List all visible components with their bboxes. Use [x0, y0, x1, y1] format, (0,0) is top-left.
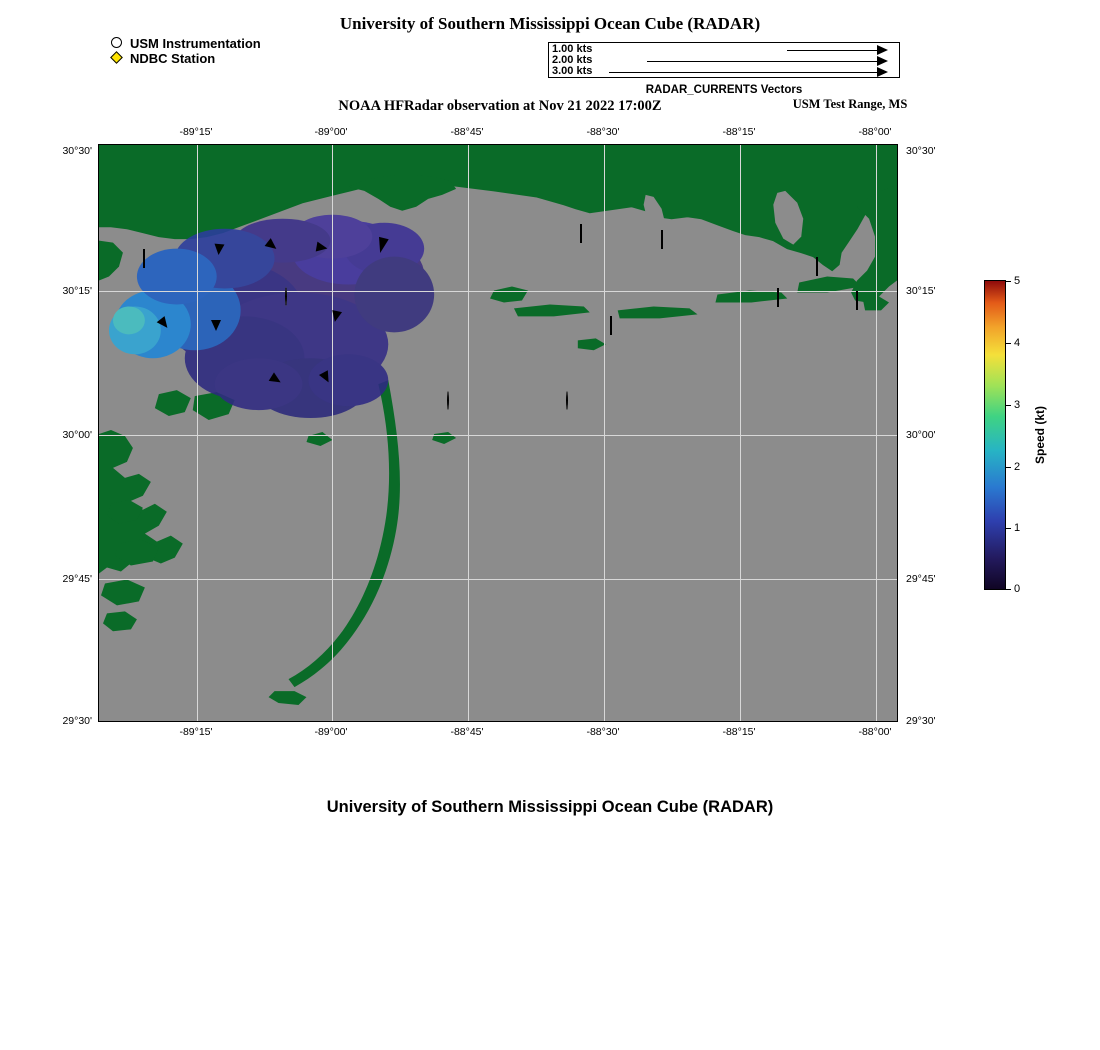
map-graphic — [99, 145, 897, 721]
y-tick-left-4: 29°30' — [62, 715, 92, 727]
colorbar-tick-4 — [1006, 343, 1011, 344]
ndbc-station-marker[interactable] — [610, 317, 612, 335]
vector-line-2kt — [647, 61, 877, 62]
x-tick-bottom-2: -88°45' — [450, 726, 484, 738]
vector-scale-label-2kt: 2.00 kts — [552, 54, 593, 66]
vector-head-2kt — [877, 56, 888, 66]
gridline-lat-30-00 — [99, 435, 897, 436]
y-tick-left-3: 29°45' — [62, 573, 92, 585]
y-tick-right-3: 29°45' — [906, 573, 936, 585]
gridline-lon-89-15 — [197, 145, 198, 721]
colorbar-tick-0 — [1006, 589, 1011, 590]
map-panel[interactable] — [98, 144, 898, 722]
legend-label-usm: USM Instrumentation — [130, 36, 261, 51]
gridline-lon-88-15 — [740, 145, 741, 721]
y-tick-right-4: 29°30' — [906, 715, 936, 727]
x-tick-top-5: -88°00' — [858, 126, 892, 138]
y-tick-left-1: 30°15' — [62, 285, 92, 297]
current-vector — [316, 242, 329, 254]
x-tick-bottom-3: -88°30' — [586, 726, 620, 738]
colorbar-tick-1 — [1006, 528, 1011, 529]
range-label: USM Test Range, MS — [792, 97, 908, 111]
y-tick-right-2: 30°00' — [906, 429, 936, 441]
gridline-lon-88-30 — [604, 145, 605, 721]
y-tick-right-1: 30°15' — [906, 285, 936, 297]
x-tick-top-3: -88°30' — [586, 126, 620, 138]
usm-instrumentation-marker[interactable] — [566, 392, 568, 410]
speed-colorbar — [984, 280, 1006, 590]
gridline-lat-29-45 — [99, 579, 897, 580]
gridline-lon-88-45 — [468, 145, 469, 721]
vector-head-1kt — [877, 45, 888, 55]
ndbc-station-marker[interactable] — [580, 225, 582, 243]
colorbar-tick-2 — [1006, 467, 1011, 468]
x-tick-bottom-4: -88°15' — [722, 726, 756, 738]
ndbc-station-marker[interactable] — [143, 250, 145, 268]
vector-scale-caption: RADAR_CURRENTS Vectors — [645, 84, 803, 96]
usm-instrumentation-marker[interactable] — [447, 392, 449, 410]
gridline-lon-89-00 — [332, 145, 333, 721]
legend-item-usm-instrumentation — [110, 36, 261, 51]
legend-label-ndbc: NDBC Station — [130, 51, 216, 66]
gridline-lon-88-00 — [876, 145, 877, 721]
page-title: University of Southern Mississippi Ocean Cube (RADAR) — [339, 14, 761, 33]
colorbar-label-0: 0 — [1014, 583, 1021, 595]
colorbar-label-3: 3 — [1014, 399, 1021, 411]
x-tick-top-2: -88°45' — [450, 126, 484, 138]
vector-scale-label-3kt: 3.00 kts — [552, 65, 593, 77]
current-vector — [211, 320, 221, 331]
footer-title: University of Southern Mississippi Ocean Cube (RADAR) — [326, 798, 774, 816]
vector-line-1kt — [787, 50, 877, 51]
x-tick-top-4: -88°15' — [722, 126, 756, 138]
legend-item-ndbc-station — [110, 51, 261, 66]
colorbar-label-4: 4 — [1014, 337, 1021, 349]
yellow-diamond-icon — [110, 51, 128, 66]
colorbar-label-2: 2 — [1014, 461, 1021, 473]
map-legend — [110, 36, 261, 66]
x-tick-bottom-1: -89°00' — [314, 726, 348, 738]
ndbc-station-marker[interactable] — [816, 258, 818, 276]
vector-scale-box — [548, 42, 900, 78]
colorbar-label-5: 5 — [1014, 275, 1021, 287]
x-tick-top-0: -89°15' — [179, 126, 213, 138]
y-tick-left-0: 30°30' — [62, 145, 92, 157]
x-tick-top-1: -89°00' — [314, 126, 348, 138]
colorbar-tick-5 — [1006, 281, 1011, 282]
y-tick-left-2: 30°00' — [62, 429, 92, 441]
current-vector — [214, 244, 225, 256]
vector-scale-row-3 — [549, 66, 901, 78]
x-tick-bottom-0: -89°15' — [179, 726, 213, 738]
usm-instrumentation-marker[interactable] — [285, 288, 287, 306]
ndbc-station-marker[interactable] — [777, 289, 779, 307]
x-tick-bottom-5: -88°00' — [858, 726, 892, 738]
y-tick-right-0: 30°30' — [906, 145, 936, 157]
colorbar-label-1: 1 — [1014, 522, 1021, 534]
vector-line-3kt — [609, 72, 877, 73]
ndbc-station-marker[interactable] — [856, 292, 858, 310]
vector-scale-label-1kt: 1.00 kts — [552, 43, 593, 55]
vector-head-3kt — [877, 67, 888, 77]
white-circle-icon — [110, 36, 128, 51]
colorbar-title: Speed (kt) — [1033, 405, 1047, 465]
ndbc-station-marker[interactable] — [661, 231, 663, 249]
observation-title: NOAA HFRadar observation at Nov 21 2022 17:00Z — [338, 98, 662, 114]
colorbar-tick-3 — [1006, 405, 1011, 406]
